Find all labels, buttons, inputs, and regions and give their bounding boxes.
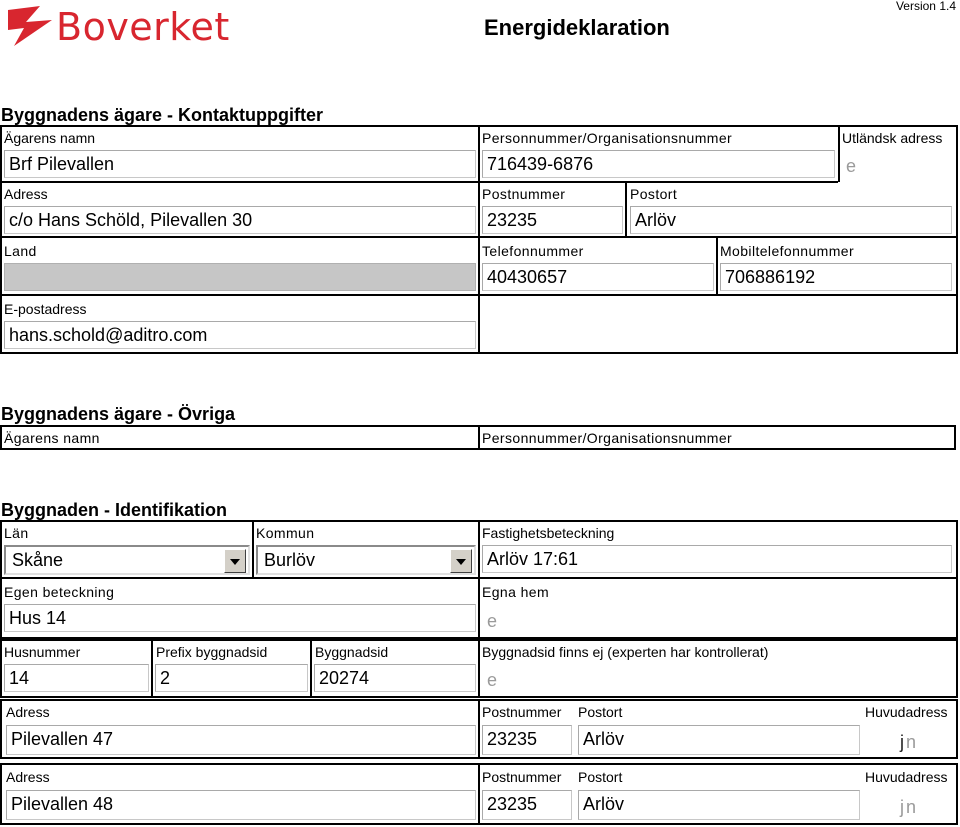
lan-select[interactable] [4,545,250,575]
owner-name-field[interactable]: Brf Pilevallen [4,150,476,178]
divider [478,126,480,353]
divider [716,238,718,294]
address-2-main-radio-no[interactable]: n [906,797,917,817]
country-field[interactable] [4,263,476,291]
version-label: Version 1.4 [895,0,956,13]
page-title: Energideklaration [484,15,670,40]
divider [478,700,480,758]
address-1-postort-field[interactable]: Arlöv [578,725,860,755]
divider [1,181,838,183]
divider [478,640,480,697]
divider [478,521,480,638]
address-1-main-label: Huvudadress [865,704,948,720]
prefix-field[interactable]: 2 [155,664,308,692]
email-field[interactable]: hans.schold@aditro.com [4,321,476,349]
logo-text: Boverket [56,5,230,49]
husnummer-field[interactable]: 14 [4,664,149,692]
address-1-postnr-label: Postnummer [482,704,562,720]
other-owner-id-label: Personnummer/Organisationsnummer [482,430,733,446]
address-1-postort-label: Postort [578,704,623,720]
address-2-field[interactable]: Pilevallen 48 [6,790,476,820]
phone-field[interactable]: 40430657 [482,263,714,291]
egna-hem-label: Egna hem [482,584,550,600]
byggnadsid-missing-label: Byggnadsid finns ej (experten har kontrollerat) [482,644,769,660]
kommun-select-value: Burlöv [264,550,316,570]
address-2-postort-label: Postort [578,769,623,785]
prefix-label: Prefix byggnadsid [156,644,268,660]
mobile-label: Mobiltelefonnummer [720,243,855,259]
chevron-down-icon[interactable] [224,549,246,573]
egen-beteckning-label: Egen beteckning [4,584,115,600]
boverket-logo-icon [6,4,56,48]
divider [1,294,957,296]
other-owner-name-label: Ägarens namn [4,430,100,446]
chevron-down-icon[interactable] [450,549,472,573]
section-title-owner-contact: Byggnadens ägare - Kontaktuppgifter [1,105,324,125]
owner-postort-field[interactable]: Arlöv [630,206,952,234]
section-title-owner-other: Byggnadens ägare - Övriga [1,404,236,424]
foreign-address-label: Utländsk adress [842,130,943,146]
address-1-postnr-field[interactable]: 23235 [482,725,572,755]
kommun-select[interactable] [256,545,476,575]
divider [252,521,254,577]
mobile-field[interactable]: 706886192 [720,263,952,291]
egna-hem-checkbox[interactable]: e [487,611,498,631]
husnummer-label: Husnummer [4,644,81,660]
divider [310,640,312,697]
byggnadsid-label: Byggnadsid [315,644,389,660]
owner-address-label: Adress [4,186,48,202]
divider [151,640,153,697]
kommun-label: Kommun [256,525,315,541]
address-2-postnr-label: Postnummer [482,769,562,785]
address-1-field[interactable]: Pilevallen 47 [6,725,476,755]
divider [478,764,480,824]
fastighet-label: Fastighetsbeteckning [482,525,615,541]
phone-label: Telefonnummer [482,243,584,259]
section-title-identification: Byggnaden - Identifikation [1,500,228,520]
owner-address-field[interactable]: c/o Hans Schöld, Pilevallen 30 [4,206,476,234]
byggnadsid-field[interactable]: 20274 [314,664,476,692]
address-2-main-label: Huvudadress [865,769,948,785]
address-1-label: Adress [6,704,50,720]
address-1-main-radio-no[interactable]: n [906,732,917,752]
divider [625,183,627,237]
byggnadsid-missing-checkbox[interactable]: e [487,670,498,690]
country-label: Land [4,243,37,259]
address-2-label: Adress [6,769,50,785]
email-label: E-postadress [4,301,87,317]
lan-select-value: Skåne [12,550,64,570]
foreign-address-checkbox[interactable]: e [846,156,857,176]
owner-postort-label: Postort [630,186,678,202]
divider [1,236,957,238]
divider [1,577,957,579]
lan-label: Län [4,525,29,541]
owner-id-field[interactable]: 716439-6876 [482,150,835,178]
address-2-main-radio-yes[interactable]: j [900,797,904,817]
address-2-postnr-field[interactable]: 23235 [482,790,572,820]
owner-name-label: Ägarens namn [4,130,96,146]
fastighet-field[interactable]: Arlöv 17:61 [482,545,952,573]
owner-postnr-label: Postnummer [482,186,566,202]
divider [478,426,480,449]
address-2-postort-field[interactable]: Arlöv [578,790,860,820]
address-1-main-radio-yes[interactable]: j [900,732,904,752]
egen-beteckning-field[interactable]: Hus 14 [4,604,476,632]
divider [838,126,840,182]
owner-id-label: Personnummer/Organisationsnummer [482,130,733,146]
owner-postnr-field[interactable]: 23235 [482,206,623,234]
